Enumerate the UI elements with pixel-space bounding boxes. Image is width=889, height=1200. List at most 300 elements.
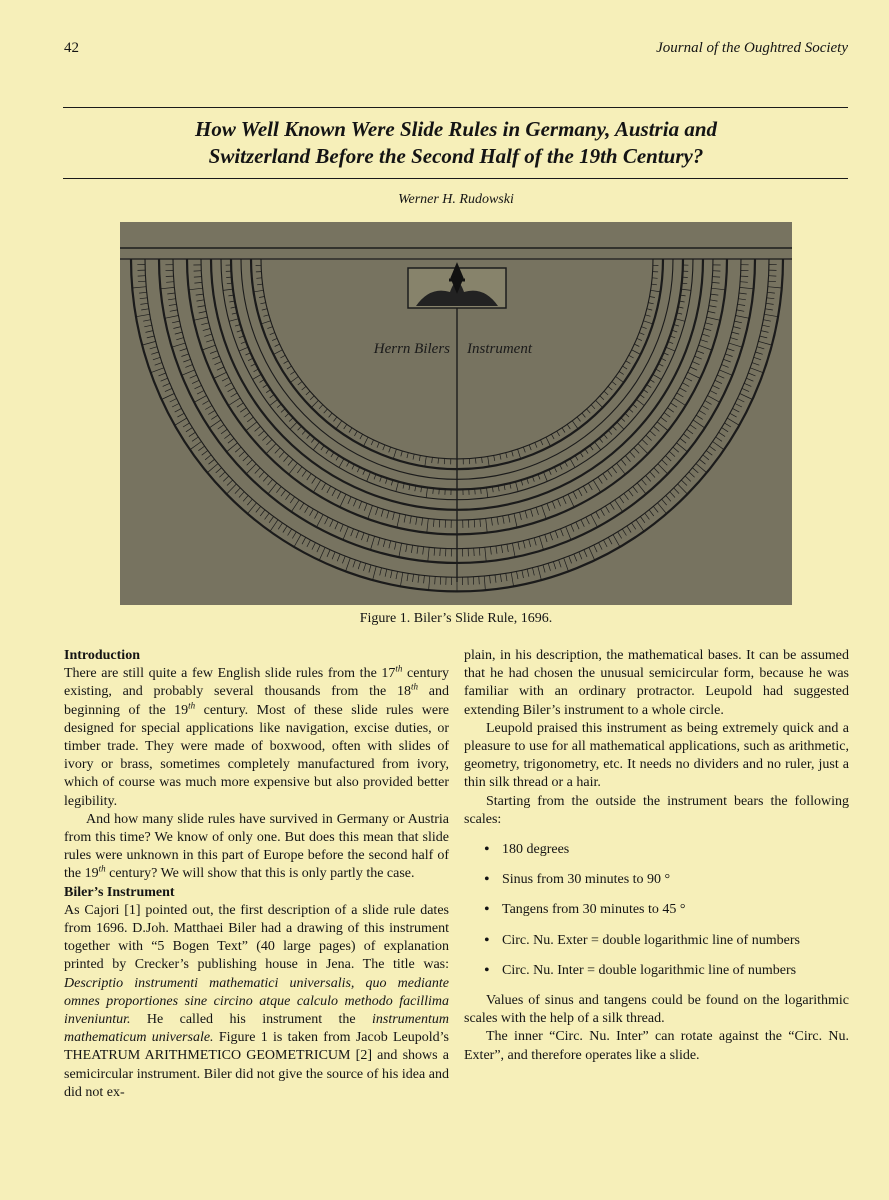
scale-tick (605, 506, 609, 513)
scale-tick (186, 428, 193, 432)
scale-tick (604, 434, 608, 438)
scale-tick (754, 357, 761, 360)
scale-tick (730, 338, 737, 340)
scale-tick (276, 487, 281, 493)
scale-tick (522, 570, 524, 578)
scale-tick (376, 507, 378, 515)
scale-tick (223, 289, 233, 290)
scale-tick (533, 568, 535, 576)
scale-tick (653, 374, 662, 379)
scale-tick (439, 489, 440, 495)
scale-tick (748, 373, 755, 376)
scale-tick (204, 334, 211, 336)
scale-tick (324, 409, 328, 413)
scale-tick (520, 512, 522, 520)
scale-tick (176, 338, 183, 340)
scale-tick (704, 329, 711, 331)
scale-tick (364, 504, 367, 511)
scale-tick (147, 336, 155, 338)
scale-tick (424, 576, 425, 584)
scale-tick (551, 434, 554, 439)
scale-tick (385, 569, 387, 577)
scale-tick (284, 456, 289, 462)
scale-tick (674, 488, 679, 494)
scale-tick (289, 418, 293, 422)
scale-tick (632, 523, 636, 530)
scale-tick (548, 563, 550, 571)
scale-tick (438, 458, 439, 464)
scale-tick (654, 468, 659, 474)
scale-tick (335, 522, 338, 529)
author-name: Werner H. Rudowski (398, 192, 514, 207)
scale-tick (205, 406, 212, 410)
scale-tick (550, 533, 553, 540)
scale-tick (371, 440, 373, 445)
scale-tick (264, 315, 269, 317)
scale-tick (600, 396, 604, 400)
scale-tick (664, 353, 669, 355)
scale-tick (523, 541, 525, 549)
scale-tick (142, 341, 156, 345)
scale-tick (710, 391, 717, 395)
scale-tick (701, 340, 708, 342)
scale-tick (262, 309, 267, 310)
scale-tick (622, 529, 626, 536)
scale-tick (259, 297, 264, 298)
scale-tick (302, 537, 306, 544)
scale-tick (367, 535, 369, 543)
scale-tick (709, 306, 717, 307)
scale-tick (222, 378, 229, 382)
scale-tick (677, 443, 688, 452)
scale-tick (247, 417, 253, 422)
scale-tick (306, 391, 310, 395)
scale-tick (542, 506, 547, 519)
scale-tick (766, 303, 774, 304)
scale-tick (599, 438, 603, 442)
scale-tick (512, 451, 514, 456)
scale-tick (593, 480, 600, 492)
scale-tick (267, 327, 272, 329)
scale-tick (360, 434, 363, 439)
scale-tick (359, 501, 362, 508)
scale-tick (645, 513, 650, 519)
scale-tick (317, 515, 324, 528)
scale-tick (523, 447, 525, 452)
scale-tick (311, 400, 318, 407)
scale-tick (643, 321, 653, 324)
scale-tick (256, 278, 262, 279)
scale-tick (621, 418, 625, 422)
scale-tick (290, 377, 298, 383)
scale-tick (340, 494, 346, 507)
scale-tick (416, 517, 417, 525)
scale-tick (650, 472, 655, 478)
scale-tick (596, 400, 603, 407)
scale-tick (495, 575, 496, 583)
scale-tick (194, 277, 202, 278)
scale-tick (199, 311, 207, 313)
scale-tick (247, 499, 252, 505)
scale-tick (568, 494, 574, 507)
scale-tick (181, 354, 188, 357)
scale-tick (575, 456, 578, 461)
scale-tick (634, 344, 639, 346)
scale-tick (361, 533, 364, 540)
scale-tick (393, 512, 395, 520)
scale-tick (506, 453, 507, 459)
scale-tick (182, 370, 195, 375)
scale-tick (687, 429, 693, 434)
scale-tick (371, 536, 375, 550)
scale-tick (699, 410, 706, 414)
scale-tick (719, 370, 732, 375)
scale-tick (315, 512, 319, 519)
scale-tick (227, 484, 237, 494)
scale-tick (356, 531, 359, 538)
scale-tick (279, 452, 284, 458)
scale-tick (608, 430, 612, 434)
scale-tick (685, 378, 692, 382)
scale-tick (738, 304, 746, 305)
scale-tick (281, 409, 285, 413)
scale-tick (319, 405, 323, 409)
scale-tick (554, 467, 556, 472)
scale-tick (637, 483, 646, 494)
scale-tick (552, 501, 555, 508)
scale-tick (235, 447, 241, 452)
scale-tick (218, 425, 224, 430)
scale-tick (561, 529, 564, 536)
scale-tick (239, 492, 244, 498)
scale-tick (198, 446, 204, 451)
scale-tick (716, 437, 722, 441)
scale-tick (203, 329, 210, 331)
scale-tick (621, 459, 626, 465)
scale-tick (700, 459, 706, 464)
scale-tick (727, 418, 739, 425)
scale-tick (742, 388, 749, 391)
scale-tick (263, 476, 268, 482)
scale-tick (211, 415, 218, 419)
scale-tick (224, 434, 230, 439)
scale-tick (639, 333, 644, 335)
scale-tick (247, 460, 253, 465)
scale-tick (266, 440, 272, 445)
figure-1-image (120, 222, 792, 605)
scale-tick (553, 562, 555, 569)
scale-tick (297, 467, 302, 473)
scale-tick (281, 490, 286, 496)
scale-tick (383, 539, 385, 547)
scale-tick (708, 396, 720, 403)
scale-tick (161, 378, 168, 381)
scale-tick (662, 499, 667, 505)
scale-tick (595, 442, 601, 450)
scale-tick (177, 413, 184, 417)
scale-tick (652, 278, 658, 279)
scale-tick (673, 447, 679, 452)
scale-tick (353, 560, 356, 567)
scale-tick (260, 303, 265, 304)
scale-tick (227, 480, 233, 485)
scale-tick (206, 340, 213, 342)
scale-tick (367, 472, 371, 481)
scale-tick (265, 513, 270, 519)
scale-tick (291, 500, 299, 512)
paragraph-biler-1: As Cajori [1] pointed out, the first description of a slide rule dates from 1696. D.Joh. Matthaei Biler had a drawing of this instrument together with “5 Bogen Text” (40 large pages) of explanation printed by Crecker’s publishing house in Jena. The title was: Descriptio instrumenti mathematici universalis, quo mediante omnes proportiones sine circino atque calculo methodo facillima inveniuntur. He called his instrument the instrumentum mathematicum universale. Figure 1 is taken from Jacob Leupold’s THEATRUM ARITHMETICO GEOMETRICUM [2] and shows a semicircular instrument. Biler did not give the source of his idea and did not ex- (64, 902, 449, 1100)
scale-tick (183, 423, 190, 427)
scale-tick (196, 294, 204, 295)
scale-tick (485, 547, 486, 561)
scale-tick (529, 539, 531, 547)
scale-tick (189, 432, 195, 436)
scale-tick (560, 464, 563, 469)
scale-tick (647, 309, 652, 310)
scale-tick (214, 372, 227, 378)
scale-tick (364, 563, 366, 571)
scale-tick (598, 477, 602, 484)
scale-tick (750, 368, 763, 373)
scale-tick (153, 357, 160, 360)
scale-tick (630, 452, 635, 458)
scale-tick (270, 520, 278, 532)
scale-tick (327, 486, 331, 493)
scale-tick (682, 383, 689, 387)
scale-tick (675, 319, 685, 322)
scale-tick (347, 462, 350, 467)
scale-tick (616, 377, 624, 383)
scale-tick (210, 351, 217, 354)
scale-tick (697, 351, 704, 354)
scale-tick (255, 426, 261, 431)
article-title-line-2: Switzerland Before the Second Half of the 19th Century? (208, 144, 704, 168)
scale-tick (661, 417, 667, 422)
scale-tick (413, 574, 414, 582)
list-item: • Tangens from 30 minutes to 45 ° (464, 901, 849, 919)
scale-tick (243, 456, 249, 461)
scale-tick (645, 315, 650, 317)
scale-tick (248, 503, 257, 514)
scale-tick (172, 404, 179, 408)
scale-tick (253, 374, 262, 379)
scale-tick (391, 570, 393, 578)
scale-tick (396, 482, 399, 492)
scale-tick (681, 480, 687, 485)
scale-tick (228, 398, 240, 406)
scale-tick (576, 522, 579, 529)
scale-tick (294, 535, 301, 547)
scale-tick (503, 516, 504, 524)
scale-tick (426, 488, 427, 498)
scale-tick (266, 390, 271, 393)
scale-tick (298, 426, 302, 430)
scale-tick (292, 532, 296, 539)
scale-tick (608, 537, 612, 544)
scale-tick (666, 347, 675, 351)
scale-tick (506, 573, 507, 581)
scale-tick (197, 391, 204, 395)
scale-tick (334, 417, 337, 421)
scale-tick (555, 531, 558, 538)
scale-tick (680, 388, 687, 392)
scale-tick (717, 375, 724, 378)
scale-tick (693, 420, 705, 428)
scale-tick (357, 467, 359, 472)
scale-tick (546, 437, 551, 446)
scale-tick (162, 394, 175, 400)
scale-tick (192, 437, 198, 441)
scale-tick (221, 429, 227, 434)
scale-tick (735, 404, 742, 408)
scale-tick (368, 506, 373, 519)
scale-tick (705, 401, 712, 405)
scale-tick (661, 358, 666, 361)
scale-tick (305, 506, 309, 513)
scale-tick (348, 497, 351, 504)
scale-tick (574, 554, 577, 561)
scale-tick (518, 449, 521, 459)
scale-tick (380, 568, 382, 576)
scale-tick (640, 517, 645, 523)
scale-tick (767, 292, 775, 293)
scale-tick (740, 287, 754, 288)
scale-tick (285, 413, 289, 417)
scale-tick (321, 446, 324, 451)
scale-tick (217, 367, 224, 370)
scale-tick (586, 517, 590, 524)
scale-tick (302, 470, 307, 476)
scale-tick (208, 410, 215, 414)
scale-tick (228, 438, 234, 443)
scale-tick (165, 316, 179, 319)
scale-tick (229, 319, 239, 322)
scale-tick (654, 426, 660, 431)
scale-tick (703, 455, 709, 460)
scale-tick (332, 552, 335, 559)
scale-tick (501, 545, 502, 553)
scale-tick (690, 425, 696, 430)
scale-tick (212, 356, 219, 359)
scale-tick (400, 572, 402, 586)
scale-tick (231, 393, 238, 397)
scale-tick (629, 355, 634, 358)
scale-tick (707, 317, 721, 320)
scale-tick (138, 281, 146, 282)
scale-tick (534, 538, 536, 546)
scale-tick (268, 483, 277, 494)
scale-tick (190, 442, 201, 450)
scale-tick (307, 540, 311, 547)
scale-tick (690, 367, 697, 370)
list-item: • Sinus from 30 minutes to 90 ° (464, 871, 849, 889)
scale-tick (702, 334, 709, 336)
scale-tick (254, 369, 259, 372)
scale-tick (628, 490, 633, 496)
article-title-line-1: How Well Known Were Slide Rules in Germany, Austria and (195, 117, 717, 141)
scale-tick (587, 409, 591, 413)
scale-tick (658, 464, 668, 474)
scale-tick (486, 519, 488, 533)
scale-tick (396, 571, 398, 579)
scale-tick (706, 451, 712, 456)
scale-tick (737, 310, 745, 311)
scale-tick (240, 408, 246, 413)
scale-tick (383, 445, 385, 450)
scale-tick (275, 344, 280, 346)
scale-tick (685, 476, 691, 481)
scale-tick (173, 327, 180, 329)
scale-tick (286, 493, 291, 499)
scale-tick (417, 546, 418, 554)
scale-tick (594, 545, 597, 552)
scale-tick (336, 421, 342, 429)
scale-tick (349, 428, 352, 433)
scale-tick (329, 413, 333, 417)
scale-tick (427, 519, 429, 533)
scale-tick (287, 366, 292, 369)
scale-tick (167, 293, 175, 294)
scale-tick (168, 299, 176, 300)
scale-tick (732, 332, 739, 334)
scale-tick (649, 510, 654, 516)
scale-tick (225, 383, 232, 387)
scale-tick (736, 316, 750, 319)
scale-tick (650, 431, 656, 436)
scale-tick (290, 497, 294, 503)
list-item: • 180 degrees (464, 841, 849, 859)
scale-tick (725, 354, 732, 357)
scale-tick (531, 509, 533, 516)
scale-tick (364, 437, 369, 446)
scale-tick (712, 277, 720, 278)
scale-tick (541, 440, 543, 445)
scale-tick (641, 479, 646, 485)
scale-tick (625, 413, 629, 417)
scale-tick (709, 446, 715, 451)
scale-tick (612, 467, 617, 473)
scale-tick (627, 526, 631, 533)
scale-tick (389, 447, 391, 452)
scale-tick (344, 424, 347, 429)
scale-tick (677, 393, 684, 397)
scale-tick (535, 443, 537, 448)
scale-tick (277, 404, 281, 408)
inscription-instrument: Instrument (467, 341, 532, 357)
scale-tick (330, 520, 333, 527)
scale-tick (278, 523, 282, 530)
scale-tick (744, 383, 751, 386)
scale-tick (307, 474, 311, 481)
scale-tick (343, 527, 348, 540)
scale-tick (474, 548, 475, 556)
scale-tick (566, 527, 571, 540)
scale-tick (407, 453, 408, 459)
right-column (464, 647, 849, 1065)
scale-tick (422, 518, 423, 526)
scale-tick (325, 517, 329, 524)
scale-tick (646, 476, 651, 482)
scale-tick (244, 413, 250, 418)
scale-tick (429, 576, 430, 590)
scale-tick (738, 299, 746, 300)
scale-tick (256, 506, 261, 512)
scale-tick (752, 363, 759, 366)
scales-list (464, 841, 849, 980)
scale-tick (209, 420, 221, 428)
scale-tick (634, 448, 639, 454)
scale-tick (666, 496, 671, 502)
